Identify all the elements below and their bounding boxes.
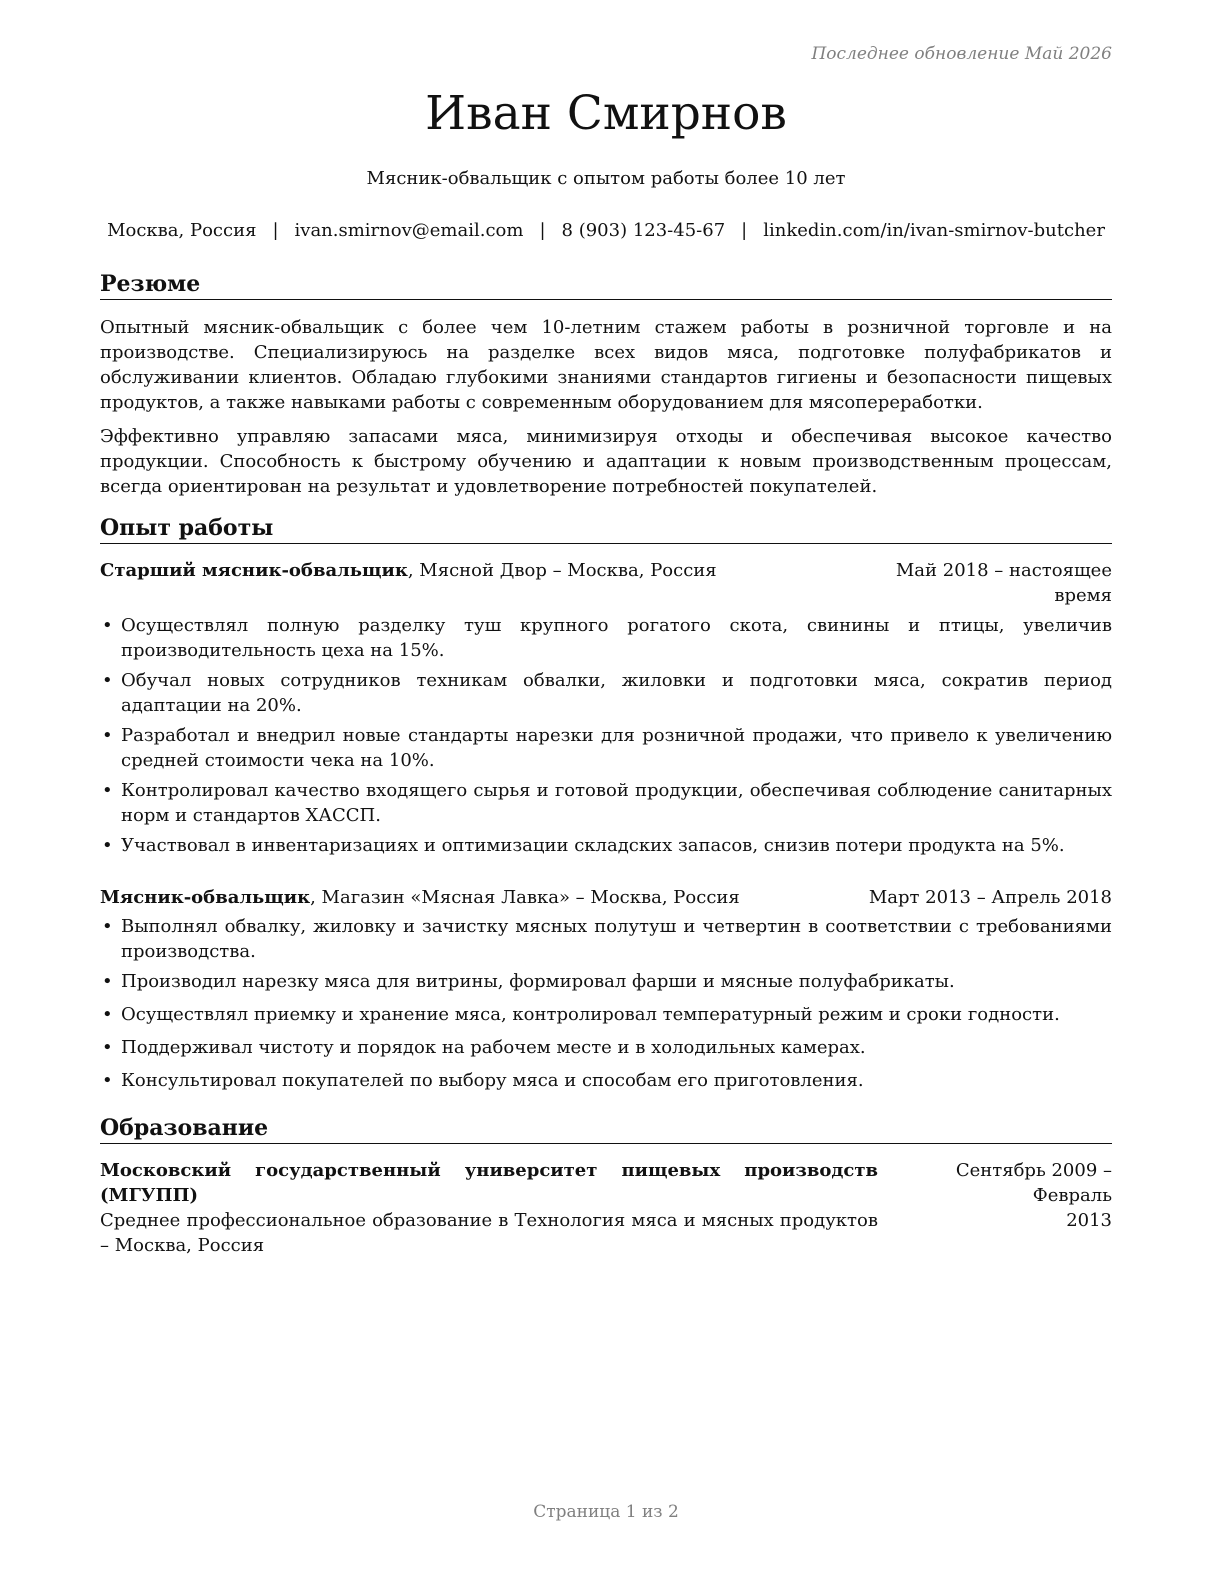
list-item: • Обучал новых сотрудников техникам обвалки, жиловки и подготовки мяса, сократив период адаптации на 20%. [100, 668, 1112, 718]
education-dates-start: Сентябрь 2009 – Февраль [955, 1160, 1112, 1206]
list-item: • Консультировал покупателей по выбору мяса и способам его приготовления. [100, 1068, 1112, 1093]
job-title-line [100, 885, 740, 910]
list-item: • Осуществлял приемку и хранение мяса, контролировал температурный режим и сроки годности. [100, 1002, 1112, 1027]
education-details: Среднее профессиональное образование в Технология мяса и мясных продуктов – Москва, Россия [100, 1210, 878, 1256]
education-school: Московский государственный университет пищевых производств (МГУПП) [100, 1160, 878, 1206]
list-item: • Участвовал в инвентаризациях и оптимизации складских запасов, снизив потери продукта на 5%. [100, 833, 1112, 858]
education-text [100, 1158, 878, 1258]
job-bullets [100, 613, 1112, 858]
contact-location: Москва, Россия [107, 220, 257, 241]
job-dates: Май 2018 – настоящее время [895, 560, 1112, 606]
contact-line [100, 220, 1112, 241]
education-entry [100, 1158, 1112, 1256]
section-title-education: Образование [100, 1114, 1112, 1144]
contact-separator: | [539, 220, 546, 241]
list-item: • Осуществлял полную разделку туш крупного рогатого скота, свинины и птицы, увеличив производительность цеха на 15%. [100, 613, 1112, 663]
last-updated: Последнее обновление Май 2026 [811, 44, 1112, 64]
job-title-line [100, 558, 717, 583]
job-header [100, 558, 1112, 608]
section-title-summary: Резюме [100, 270, 1112, 300]
contact-email[interactable]: ivan.smirnov@email.com [294, 220, 524, 241]
job-header [100, 885, 1112, 910]
job-company: , Мясной Двор – Москва, Россия [407, 560, 717, 581]
list-item: • Разработал и внедрил новые стандарты нарезки для розничной продажи, что привело к увеличению средней стоимости чека на 10%. [100, 723, 1112, 773]
contact-separator: | [272, 220, 279, 241]
job-dates: Март 2013 – Апрель 2018 [868, 887, 1112, 908]
list-item: • Производил нарезку мяса для витрины, формировал фарши и мясные полуфабрикаты. [100, 969, 1112, 994]
summary-paragraph: Опытный мясник-обвальщик с более чем 10-летним стажем работы в розничной торговле и на производстве. Специализируюсь на разделке всех видов мяса, подготовке полуфабрикатов и обслуживании клиентов. Обладаю глубокими знаниями стандартов гигиены и безопасности пищевых продуктов, а также навыками работы с современным оборудованием для мясопереработки. [100, 317, 1112, 413]
job-company: , Магазин «Мясная Лавка» – Москва, Россия [310, 887, 740, 908]
contact-linkedin[interactable]: linkedin.com/in/ivan-smirnov-butcher [763, 220, 1105, 241]
candidate-tagline: Мясник-обвальщик с опытом работы более 10 лет [366, 168, 846, 189]
education-dates [872, 1158, 1112, 1233]
job-role: Старший мясник-обвальщик [100, 560, 408, 581]
list-item: • Выполнял обвалку, жиловку и зачистку мясных полутуш и четвертин в соответствии с требованиями производства. [100, 914, 1112, 964]
job-bullets [100, 914, 1112, 1093]
contact-phone[interactable]: 8 (903) 123-45-67 [561, 220, 726, 241]
candidate-name: Иван Смирнов [425, 86, 787, 141]
list-item: • Контролировал качество входящего сырья и готовой продукции, обеспечивая соблюдение санитарных норм и стандартов ХАССП. [100, 778, 1112, 828]
education-dates-end: 2013 [1066, 1210, 1112, 1231]
page-number: Страница 1 из 2 [533, 1502, 679, 1522]
job-role: Мясник-обвальщик [100, 887, 311, 908]
summary-paragraph: Эффективно управляю запасами мяса, минимизируя отходы и обеспечивая высокое качество продукции. Способность к быстрому обучению и адаптации к новым производственным процессам, всегда ориентирован на результат и удовлетворение потребностей покупателей. [100, 426, 1112, 497]
section-title-experience: Опыт работы [100, 514, 1112, 544]
list-item: • Поддерживал чистоту и порядок на рабочем месте и в холодильных камерах. [100, 1035, 1112, 1060]
contact-separator: | [741, 220, 748, 241]
